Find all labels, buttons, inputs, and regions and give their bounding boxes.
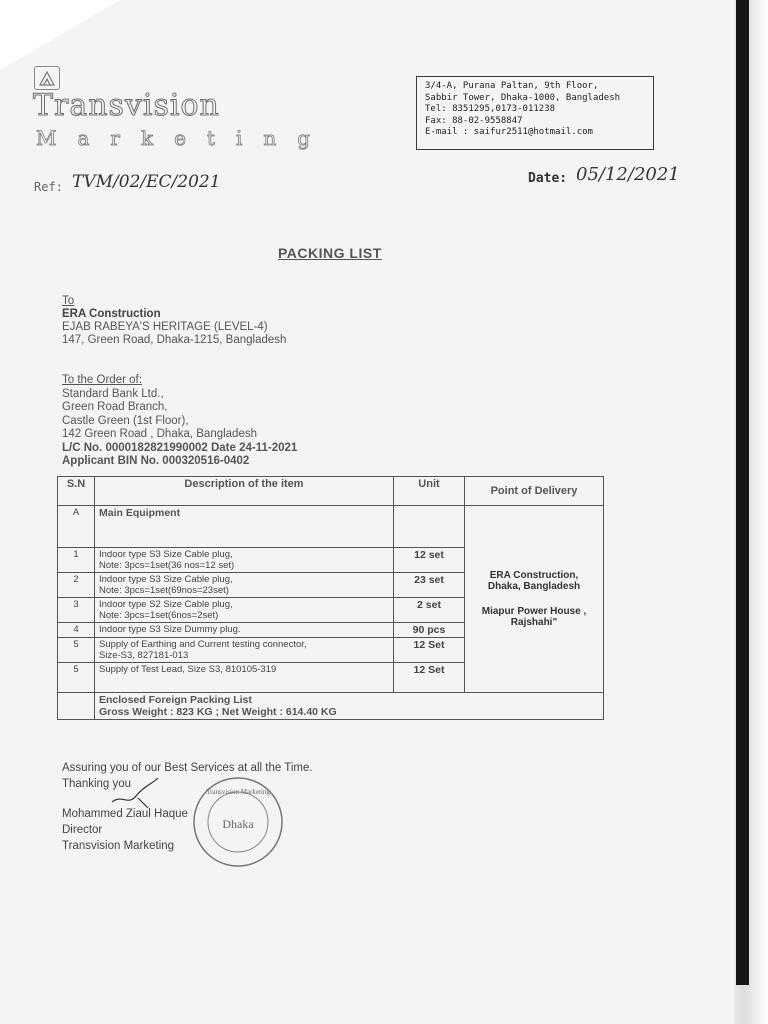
thanks-text: Thanking you [62,778,132,790]
scan-border-bar [736,0,749,985]
bank-line: Green Road Branch, [62,401,168,413]
address-box [416,76,654,150]
email-line: E-mail : saifur2511@hotmail.com [425,127,593,137]
header-unit: Unit [394,477,465,506]
row-unit: 23 set [394,573,465,598]
recipient-address-line: 147, Green Road, Dhaka-1215, Bangladesh [62,334,287,346]
delivery-line: ERA Construction, [489,570,579,581]
row-desc-note: Note: 3pcs=1set(6nos=2set) [99,610,219,621]
page-fold-corner [0,0,120,70]
row-unit: 90 pcs [394,623,465,638]
company-name: Transvision [33,88,220,123]
phone-line: Tel: 8351295,0173-011238 [425,104,556,114]
date-value: 05/12/2021 [576,164,680,185]
assurance-text: Assuring you of our Best Services at all the Time. [62,762,313,774]
row-desc-line: Indoor type S3 Size Cable plug, [99,549,233,560]
row-desc-line: Supply of Earthing and Current testing connector, [99,639,307,650]
applicant-bin: Applicant BIN No. 000320516-0402 [62,455,250,467]
foreign-packing-note: Enclosed Foreign Packing List [99,694,252,706]
row-sn: 4 [58,623,95,638]
bank-line: Standard Bank Ltd., [62,387,164,400]
company-logo-icon [34,66,60,90]
delivery-point [465,506,604,693]
ref-number: TVM/02/EC/2021 [72,172,221,192]
packing-table [57,476,604,720]
row-unit: 12 Set [394,663,465,693]
row-sn: 5 [58,638,95,663]
date-label: Date: [528,171,568,186]
header-description: Description of the item [95,477,394,506]
order-of-block [62,374,297,469]
order-of-label: To the Order of: [62,374,142,386]
weight-summary [95,693,604,720]
recipient-address-line: EJAB RABEYA'S HERITAGE (LEVEL-4) [62,321,268,333]
recipient-block [62,295,286,347]
table-footer-row [58,693,604,720]
row-description [95,548,394,573]
row-description [95,573,394,598]
stamp-center-text: Dhaka [222,817,254,831]
row-sn: 3 [58,598,95,623]
row-desc-note: Note: 3pcs=1set(69nos=23set) [99,585,229,596]
delivery-line: Dhaka, Bangladesh [487,581,581,592]
signatory-name: Mohammed Ziaul Haque [62,808,188,820]
row-description [95,623,394,638]
stamp-top-text: Transvision Marketing [206,788,270,796]
row-description [95,598,394,623]
row-desc-line: Indoor type S3 Size Cable plug, [99,574,233,585]
address-line: 3/4-A, Purana Paltan, 9th Floor, [425,81,599,91]
row-unit: 12 set [394,548,465,573]
row-sn: 2 [58,573,95,598]
weight-line: Gross Weight : 823 KG ; Net Weight : 614.40 KG [99,706,337,718]
signatory-company: Transvision Marketing [62,840,175,852]
bank-line: Castle Green (1st Floor), [62,414,189,427]
table-header-row [58,477,604,506]
row-description [95,663,394,693]
header-sn: S.N [58,477,95,506]
section-label: Main Equipment [95,506,394,548]
header-delivery: Point of Delivery [465,477,604,506]
row-sn: 1 [58,548,95,573]
section-row [58,506,604,548]
row-desc-note: Note: 3pcs=1set(36 nos=12 set) [99,560,235,571]
signatory-designation: Director [62,824,103,836]
row-desc-line: Supply of Test Lead, Size S3, 810105-319 [99,664,277,675]
row-desc-line: Indoor type S2 Size Cable plug, [99,599,233,610]
signature-mark [108,774,178,814]
row-desc-note: Size-S3, 827181-013 [99,650,189,661]
document-title: PACKING LIST [278,245,382,261]
lc-number: L/C No. 0000182821990002 Date 24-11-2021 [62,441,298,454]
row-unit: 2 set [394,598,465,623]
address-line: Sabbir Tower, Dhaka-1000, Bangladesh [425,92,621,103]
fax-line: Fax: 88-02-9558847 [425,115,523,126]
section-sn: A [58,506,95,548]
row-sn: 5 [58,663,95,693]
to-label: To [62,295,75,307]
company-stamp-seal [190,774,286,870]
row-desc-line: Indoor type S3 Size Dummy plug. [99,624,241,635]
delivery-line: Miapur Power House , [481,606,587,617]
row-description [95,638,394,663]
ref-label: Ref: [34,180,63,194]
recipient-company: ERA Construction [62,308,161,320]
delivery-line: Rajshahi" [510,617,558,628]
row-unit: 12 Set [394,638,465,663]
company-subtitle: Marketing [36,126,332,150]
bank-line: 142 Green Road , Dhaka, Bangladesh [62,428,257,440]
